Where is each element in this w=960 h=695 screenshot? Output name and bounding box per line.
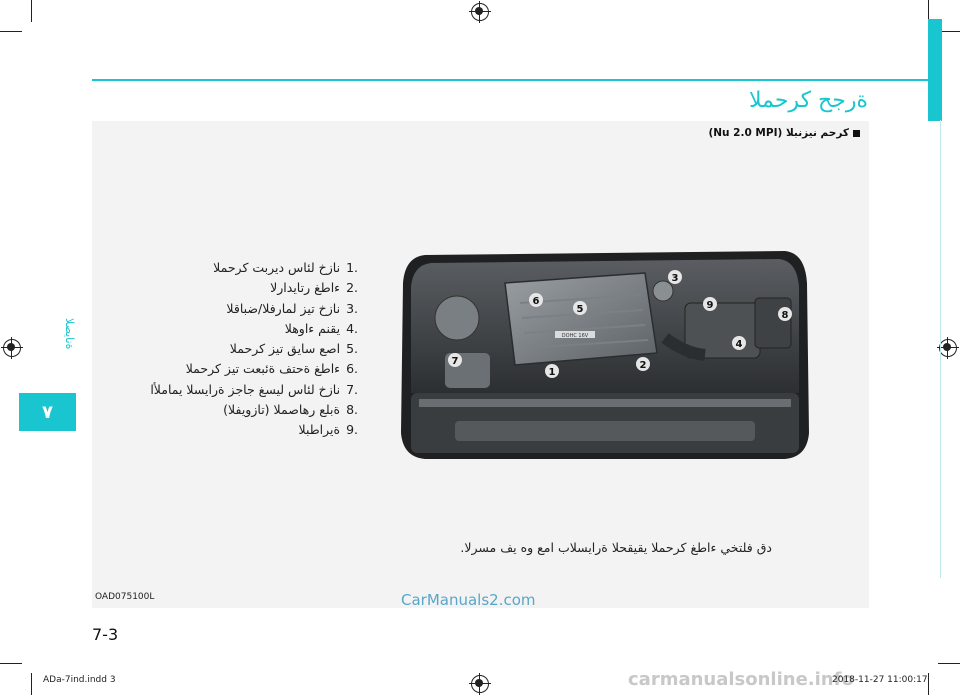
watermark-link[interactable]: CarManuals2.com xyxy=(401,591,536,609)
registration-mark-top xyxy=(469,1,491,23)
engine-parts-list xyxy=(150,258,358,441)
list-item: .7نازخ لئاس ليسغ جاجز ةرايسلا يماملأا xyxy=(150,381,358,397)
subheading xyxy=(708,127,860,139)
list-item: .9ةيراطبلا xyxy=(298,422,358,438)
header-rule xyxy=(92,79,928,81)
list-item: .4يقنم ءاوهلا xyxy=(284,320,358,336)
crop-mark xyxy=(0,31,22,32)
image-code: OAD075100L xyxy=(95,592,155,602)
list-item: .3نازخ تيز لمارفلا/ضباقلا xyxy=(226,300,358,316)
callout-4: 4 xyxy=(735,339,743,350)
note-text: دق فلتخي ءاطغ كرحملا يقيقحلا ةرايسلاب امع وه يف مسرلا. xyxy=(460,540,772,555)
callout-3: 3 xyxy=(671,273,679,284)
callout-7: 7 xyxy=(451,356,459,367)
callout-9: 9 xyxy=(706,300,714,311)
callout-2: 2 xyxy=(639,360,647,371)
registration-mark-left xyxy=(1,337,23,359)
subheading-text: كرحم نيزنبلا (Nu 2.0 MPI) xyxy=(708,127,849,139)
section-side-label: ةنايصلا xyxy=(63,318,76,350)
chapter-side-tab xyxy=(928,19,942,121)
section-title: ةرجح كرحملا xyxy=(748,88,868,113)
footer-timestamp: 2018-11-27 11:00:17 xyxy=(832,675,928,685)
list-item: .6ءاطغ ةحتف ةئبعت تيز كرحملا xyxy=(185,361,358,377)
chapter-number-tab: ٧ xyxy=(19,393,76,431)
callout-6: 6 xyxy=(532,296,540,307)
list-item: .1نازخ لئاس ديربت كرحملا xyxy=(213,260,358,275)
callout-1: 1 xyxy=(548,367,556,378)
bullet-square-icon xyxy=(853,130,860,137)
list-item: .2ءاطغ رتايدارلا xyxy=(270,280,358,296)
list-item: .8ةبلع رهاصملا (تازويفلا) xyxy=(223,402,358,418)
crop-mark xyxy=(31,0,32,22)
crop-mark xyxy=(938,663,960,664)
crop-mark xyxy=(31,673,32,695)
side-rule xyxy=(940,120,941,578)
callout-8: 8 xyxy=(781,310,789,321)
list-item: .5اصع سايق تيز كرحملا xyxy=(229,341,358,357)
page-number: 7-3 xyxy=(92,625,119,644)
footer-file-info: ADa-7ind.indd 3 xyxy=(43,675,116,685)
crop-mark xyxy=(928,673,929,695)
callout-5: 5 xyxy=(576,304,584,315)
engine-cover-label: DOHC 16V xyxy=(561,333,589,339)
engine-compartment-illustration xyxy=(395,243,813,462)
footer-watermark: carmanualsonline.info xyxy=(628,669,854,690)
registration-mark-bottom xyxy=(469,673,491,695)
crop-mark xyxy=(0,663,22,664)
